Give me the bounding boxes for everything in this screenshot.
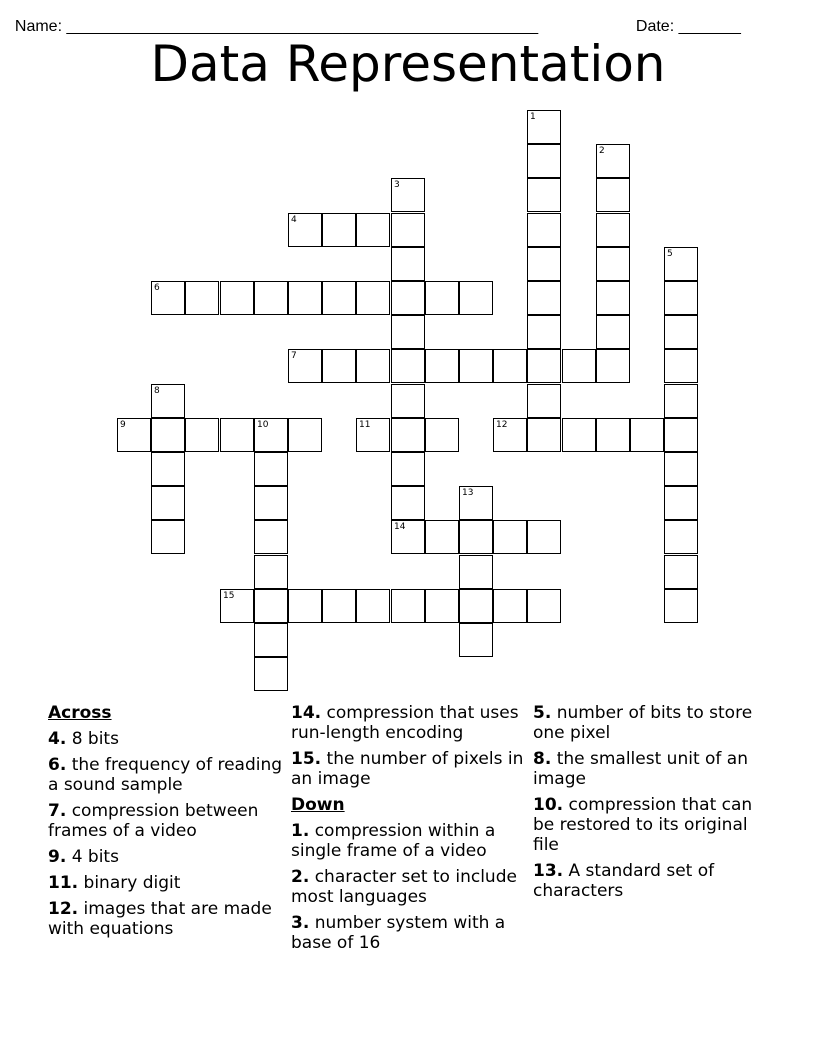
- grid-cell[interactable]: [151, 452, 185, 486]
- grid-cell[interactable]: [254, 486, 288, 520]
- grid-cell[interactable]: [630, 418, 664, 452]
- grid-cell[interactable]: [527, 520, 561, 554]
- grid-cell[interactable]: [356, 281, 390, 315]
- cell-number: 6: [154, 283, 160, 293]
- grid-cell[interactable]: [356, 589, 390, 623]
- clue-across-12: 12. images that are made with equations: [48, 899, 272, 939]
- grid-cell[interactable]: [527, 315, 561, 349]
- grid-cell[interactable]: [254, 520, 288, 554]
- grid-cell[interactable]: [288, 213, 322, 247]
- name-field: [6, 0, 538, 36]
- grid-cell[interactable]: [254, 555, 288, 589]
- cell-number: 11: [359, 420, 371, 430]
- grid-cell[interactable]: [664, 555, 698, 589]
- grid-cell[interactable]: [288, 589, 322, 623]
- grid-cell[interactable]: [220, 281, 254, 315]
- grid-cell[interactable]: [391, 418, 425, 452]
- cell-number: 7: [291, 351, 297, 361]
- cell-number: 13: [462, 488, 474, 498]
- grid-cell[interactable]: [117, 418, 151, 452]
- grid-cell[interactable]: [391, 520, 425, 554]
- grid-cell[interactable]: [527, 247, 561, 281]
- grid-cell[interactable]: [322, 349, 356, 383]
- grid-cell[interactable]: [459, 623, 493, 657]
- grid-cell[interactable]: [254, 589, 288, 623]
- clue-across-14: 14. compression that uses run-length encoding: [291, 703, 519, 743]
- grid-cell[interactable]: [596, 144, 630, 178]
- grid-cell[interactable]: [596, 178, 630, 212]
- clue-down-13: 13. A standard set of characters: [533, 861, 715, 901]
- grid-cell[interactable]: [493, 418, 527, 452]
- grid-cell[interactable]: [493, 589, 527, 623]
- grid-cell[interactable]: [391, 247, 425, 281]
- grid-cell[interactable]: [356, 418, 390, 452]
- grid-cell[interactable]: [151, 520, 185, 554]
- grid-cell[interactable]: [322, 213, 356, 247]
- grid-cell[interactable]: [425, 520, 459, 554]
- clue-down-10: 10. compression that can be restored to its original file: [533, 795, 753, 855]
- cell-number: 9: [120, 420, 126, 430]
- grid-cell[interactable]: [596, 418, 630, 452]
- cell-number: 4: [291, 215, 297, 225]
- clue-column-3: [533, 703, 773, 907]
- grid-cell[interactable]: [459, 520, 493, 554]
- grid-cell[interactable]: [151, 418, 185, 452]
- grid-cell[interactable]: [527, 349, 561, 383]
- grid-cell[interactable]: [391, 315, 425, 349]
- grid-cell[interactable]: [288, 349, 322, 383]
- grid-cell[interactable]: [664, 315, 698, 349]
- clue-column-1: [48, 703, 288, 945]
- grid-cell[interactable]: [254, 623, 288, 657]
- grid-cell[interactable]: [493, 349, 527, 383]
- grid-cell[interactable]: [664, 452, 698, 486]
- clue-down-8: 8. the smallest unit of an image: [533, 749, 748, 789]
- grid-cell[interactable]: [356, 213, 390, 247]
- grid-cell[interactable]: [527, 144, 561, 178]
- grid-cell[interactable]: [527, 213, 561, 247]
- grid-cell[interactable]: [459, 349, 493, 383]
- grid-cell[interactable]: [391, 213, 425, 247]
- grid-cell[interactable]: [391, 281, 425, 315]
- cell-number: 1: [530, 112, 536, 122]
- grid-cell[interactable]: [527, 589, 561, 623]
- grid-cell[interactable]: [425, 418, 459, 452]
- grid-cell[interactable]: [664, 384, 698, 418]
- clue-column-2: [291, 703, 531, 959]
- grid-cell[interactable]: [527, 418, 561, 452]
- grid-cell[interactable]: [562, 349, 596, 383]
- clue-across-15: 15. the number of pixels in an image: [291, 749, 524, 789]
- clue-across-4: 4. 8 bits: [48, 729, 119, 749]
- grid-cell[interactable]: [664, 418, 698, 452]
- grid-cell[interactable]: [527, 178, 561, 212]
- grid-cell[interactable]: [459, 589, 493, 623]
- grid-cell[interactable]: [254, 281, 288, 315]
- grid-cell[interactable]: [459, 486, 493, 520]
- grid-cell[interactable]: [391, 384, 425, 418]
- clue-across-11: 11. binary digit: [48, 873, 181, 893]
- grid-cell[interactable]: [220, 418, 254, 452]
- grid-cell[interactable]: [596, 349, 630, 383]
- grid-cell[interactable]: [151, 486, 185, 520]
- grid-cell[interactable]: [664, 349, 698, 383]
- cell-number: 15: [223, 591, 235, 601]
- cell-number: 5: [667, 249, 673, 259]
- name-label: Name:: [14, 18, 67, 35]
- grid-cell[interactable]: [151, 281, 185, 315]
- date-label: Date:: [635, 18, 679, 35]
- grid-cell[interactable]: [151, 384, 185, 418]
- clue-down-1: 1. compression within a single frame of a video: [291, 821, 496, 861]
- grid-cell[interactable]: [185, 281, 219, 315]
- page-title: Data Representation: [150, 35, 666, 93]
- date-field: [627, 0, 741, 36]
- grid-cell[interactable]: [220, 589, 254, 623]
- grid-cell[interactable]: [664, 247, 698, 281]
- grid-cell[interactable]: [254, 657, 288, 691]
- clue-down-5: 5. number of bits to store one pixel: [533, 703, 753, 743]
- grid-cell[interactable]: [425, 349, 459, 383]
- grid-cell[interactable]: [527, 384, 561, 418]
- cell-number: 3: [394, 180, 400, 190]
- grid-cell[interactable]: [288, 418, 322, 452]
- grid-cell[interactable]: [391, 486, 425, 520]
- grid-cell[interactable]: [527, 110, 561, 144]
- grid-cell[interactable]: [527, 281, 561, 315]
- grid-cell[interactable]: [254, 418, 288, 452]
- grid-cell[interactable]: [288, 281, 322, 315]
- cell-number: 10: [257, 420, 269, 430]
- grid-cell[interactable]: [459, 281, 493, 315]
- grid-cell[interactable]: [596, 281, 630, 315]
- cell-number: 8: [154, 386, 160, 396]
- grid-cell[interactable]: [425, 589, 459, 623]
- clue-down-3: 3. number system with a base of 16: [291, 913, 506, 953]
- grid-cell[interactable]: [664, 486, 698, 520]
- grid-cell[interactable]: [322, 589, 356, 623]
- grid-cell[interactable]: [356, 349, 390, 383]
- name-blank[interactable]: _____________________________________________________: [66, 18, 539, 35]
- cell-number: 2: [599, 146, 605, 156]
- grid-cell[interactable]: [664, 589, 698, 623]
- clue-across-7: 7. compression between frames of a video: [48, 801, 259, 841]
- grid-cell[interactable]: [391, 349, 425, 383]
- grid-cell[interactable]: [664, 281, 698, 315]
- grid-cell[interactable]: [322, 281, 356, 315]
- clue-down-2: 2. character set to include most languages: [291, 867, 517, 907]
- grid-cell[interactable]: [185, 418, 219, 452]
- cell-number: 14: [394, 522, 406, 532]
- grid-cell[interactable]: [562, 418, 596, 452]
- grid-cell[interactable]: [596, 213, 630, 247]
- clue-across-9: 9. 4 bits: [48, 847, 119, 867]
- grid-cell[interactable]: [596, 315, 630, 349]
- grid-cell[interactable]: [391, 178, 425, 212]
- grid-cell[interactable]: [596, 247, 630, 281]
- clue-across-6: 6. the frequency of reading a sound sample: [48, 755, 283, 795]
- grid-cell[interactable]: [391, 452, 425, 486]
- grid-cell[interactable]: [254, 452, 288, 486]
- grid-cell[interactable]: [459, 555, 493, 589]
- grid-cell[interactable]: [425, 281, 459, 315]
- grid-cell[interactable]: [493, 520, 527, 554]
- date-blank[interactable]: _______: [678, 18, 741, 35]
- across-heading: Across: [48, 703, 112, 723]
- cell-number: 12: [496, 420, 508, 430]
- grid-cell[interactable]: [391, 589, 425, 623]
- down-heading: Down: [291, 795, 345, 815]
- grid-cell[interactable]: [664, 520, 698, 554]
